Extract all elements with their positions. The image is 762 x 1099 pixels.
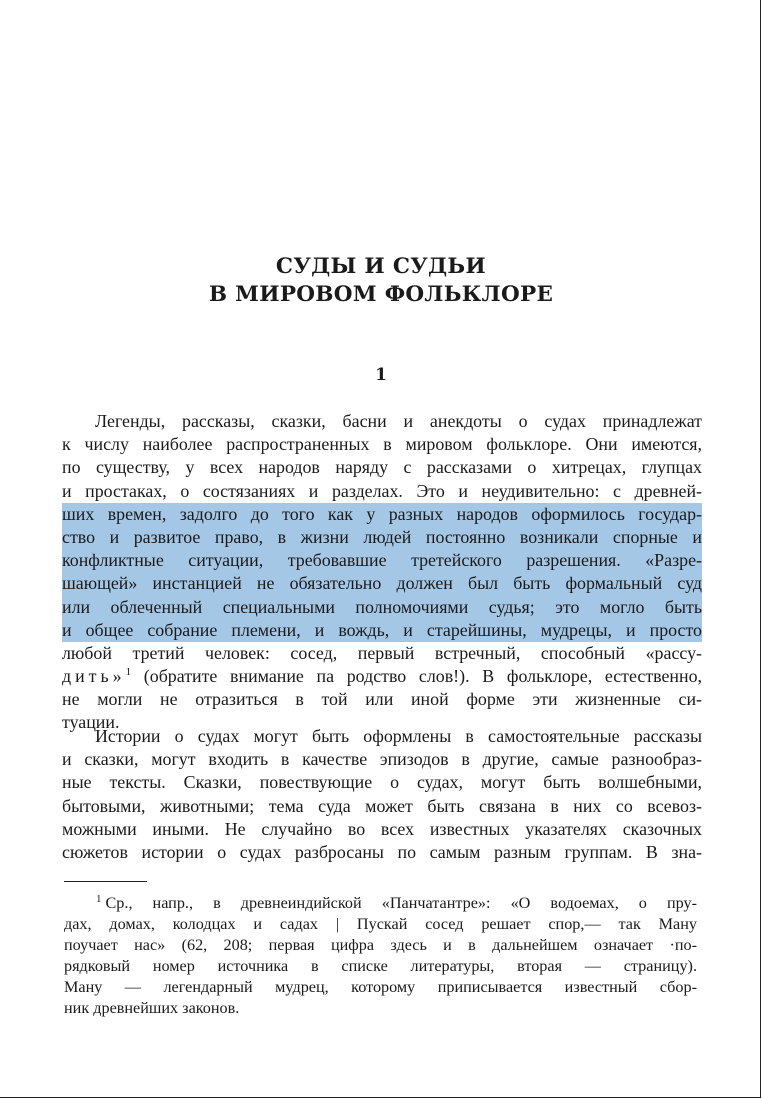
text-line[interactable]: и сказки, могут входить в качестве эпизодов в другие, самые разнообраз-: [62, 749, 702, 770]
text-line[interactable]: не могли не отразиться в той или иной форме эти жизненные си-: [62, 689, 702, 710]
text-line[interactable]: бытовыми, животными; тема суда может быть связана в них со всевоз-: [62, 795, 702, 816]
spaced-word: дить»: [62, 666, 126, 687]
footnote: [64, 893, 697, 1019]
text-line[interactable]: туации.: [62, 712, 120, 733]
text-fragment: (обратите внимание па родство слов!). В фольклоре, естественно,: [131, 666, 702, 687]
selected-text-line[interactable]: ство и развитое право, в жизни людей постоянно возникали спорные и: [62, 526, 702, 549]
chapter-title-line-2: В МИРОВОМ ФОЛЬКЛОРЕ: [208, 282, 554, 307]
selected-text-line[interactable]: ших времен, задолго до того как у разных народов оформилось государ-: [62, 503, 702, 526]
footnote-line[interactable]: рядковый номер источника в списке литературы, вторая — страницу).: [64, 957, 697, 975]
text-line[interactable]: Легенды, рассказы, сказки, басни и анекдоты о судах принадлежат: [95, 411, 702, 431]
chapter-title-line-1: СУДЫ И СУДЬИ: [275, 254, 487, 279]
footnote-reference[interactable]: 1: [125, 666, 132, 679]
footnote-line[interactable]: ник древнейших законов.: [64, 999, 240, 1017]
footnote-divider: [64, 881, 147, 882]
text-line[interactable]: Истории о судах могут быть оформлены в самостоятельные рассказы: [95, 726, 702, 746]
footnote-mark: 1: [96, 892, 102, 905]
text-line[interactable]: можными иными. Не случайно во всех известных указателях сказочных: [62, 818, 702, 839]
footnote-line[interactable]: [64, 893, 697, 914]
section-number: 1: [375, 365, 387, 385]
selected-text-line[interactable]: конфликтные ситуации, требовавшие третейского разрешения. «Разре-: [62, 549, 702, 572]
paragraph-2: [62, 725, 702, 864]
text-line-with-footnote-ref[interactable]: [62, 665, 702, 688]
selected-text-line[interactable]: или облеченный специальными полномочиями судья; это могло быть: [62, 596, 702, 619]
selected-text-line[interactable]: и общее собрание племени, и вождь, и старейшины, мудрецы, и просто: [62, 619, 702, 642]
footnote-text: Ср., напр., в древнеиндийской «Панчатантре»: «О водоемах, о пру-: [105, 894, 697, 912]
text-line[interactable]: ные тексты. Сказки, повествующие о судах, могут быть волшебными,: [62, 772, 702, 793]
selected-text-line[interactable]: шающей» инстанцией не обязательно должен был быть формальный суд: [62, 572, 702, 595]
text-line[interactable]: к числу наиболее распространенных в мировом фольклоре. Они имеются,: [62, 434, 702, 455]
text-line[interactable]: по существу, у всех народов наряду с рассказами о хитрецах, глупцах: [62, 457, 702, 478]
text-line[interactable]: сюжетов истории о судах разбросаны по самым разным группам. В зна-: [62, 841, 702, 862]
text-line[interactable]: любой третий человек: сосед, первый встречный, способный «рассу-: [62, 642, 702, 663]
footnote-line[interactable]: поучает нас» (62, 208; первая цифра здесь и в дальнейшем означает ·по-: [64, 936, 697, 954]
paragraph-1: [62, 410, 702, 735]
footnote-line[interactable]: дах, домах, колодцах и садах | Пускай сосед решает спор,— так Ману: [64, 915, 697, 933]
text-line[interactable]: и простаках, о состязаниях и разделах. Это и неудивительно: с древней-: [62, 480, 702, 501]
footnote-line[interactable]: Ману — легендарный мудрец, которому приписывается известный сбор-: [64, 978, 697, 996]
